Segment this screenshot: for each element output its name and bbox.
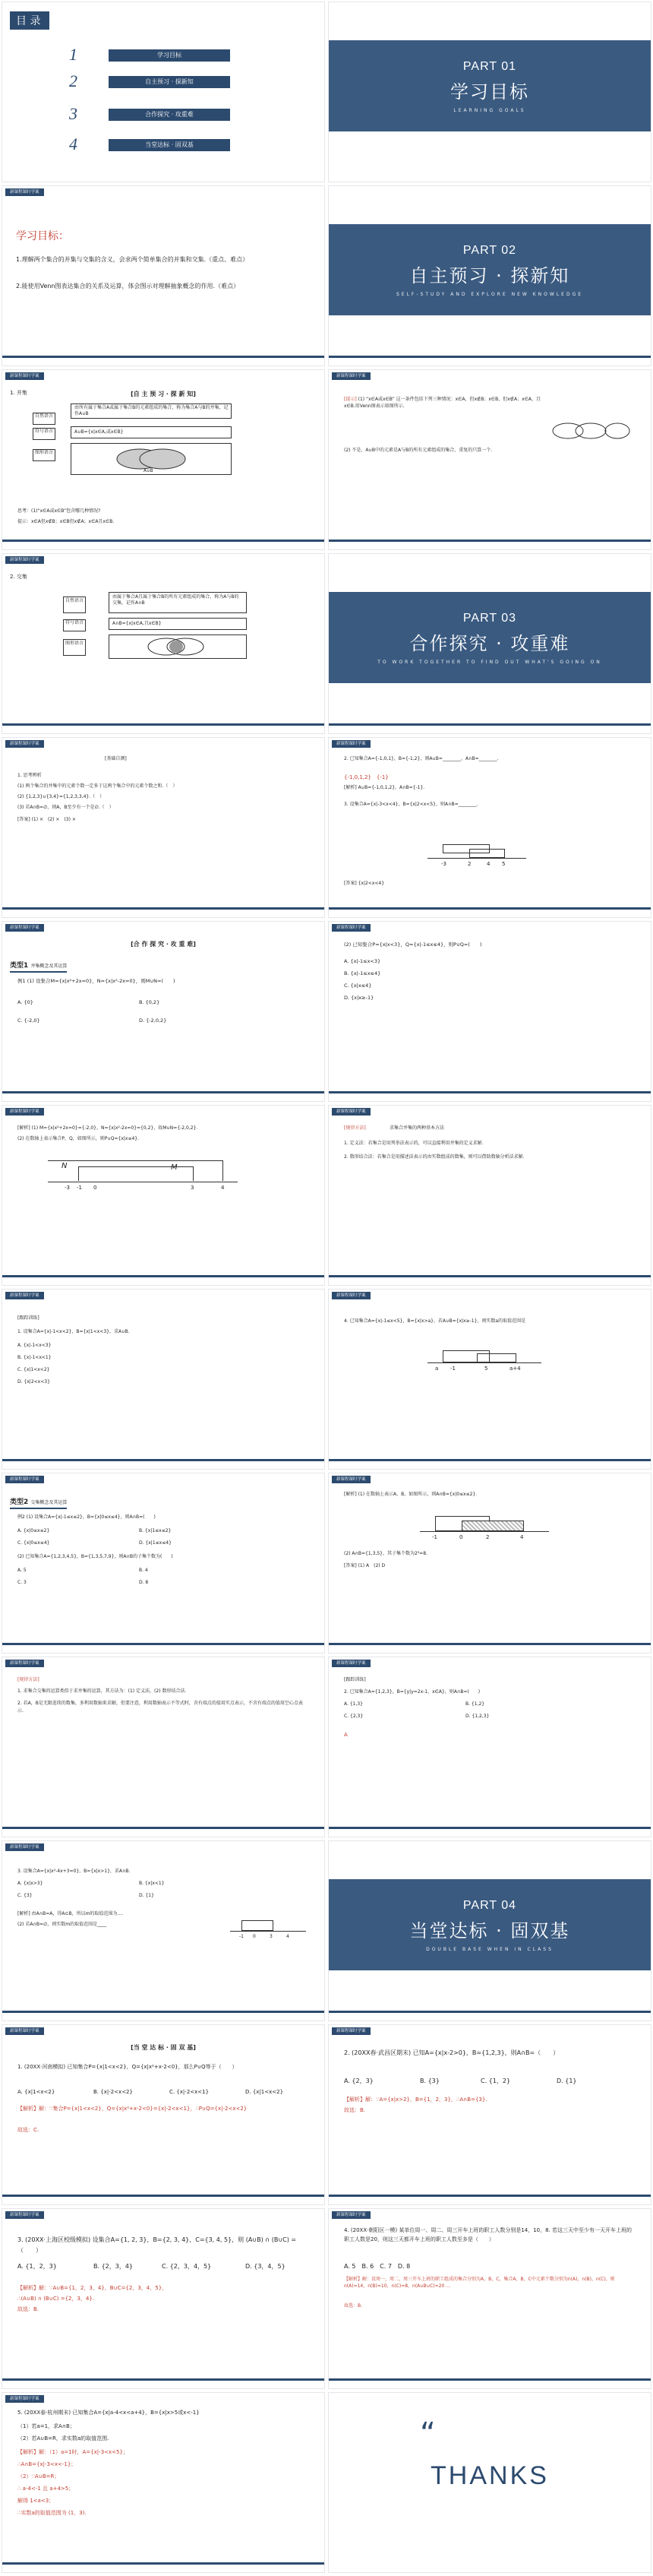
tip-tag: [提示] <box>344 397 357 402</box>
def-text: A∩B={x|x∈A,且x∈B} <box>112 621 162 626</box>
label-m: M <box>171 1163 178 1172</box>
goals-slide <box>2 185 325 366</box>
think-question: 思考：(1)“x∈A或x∈B”包含哪几种情况? <box>17 508 101 514</box>
slide-header: 新课程课时学案 <box>332 2211 371 2219</box>
type-name: 交集概念及其运算 <box>30 1500 68 1505</box>
tick-label: 2 <box>486 1534 490 1540</box>
interval-A <box>241 1920 273 1931</box>
option-d[interactable]: D. {3，4，5} <box>245 2263 285 2270</box>
practice-question: 2. 已知集合A={1,2,3}，B={y|y=2x-1，x∈A}，则A∩B=( ) <box>344 1689 481 1695</box>
type-num: 类型1 <box>10 962 29 970</box>
method-1: 1. 求集合交集的运算类似于求并集的运算，其方法为：(1) 定义法，(2) 数形结合法. <box>17 1688 187 1694</box>
solution-1: [解析] (1) 在数轴上表示A，B，如图所示，则A∩B={x|0≤x≤2}. <box>344 1492 478 1497</box>
option-a[interactable]: A. {2，3} <box>344 2078 374 2084</box>
footer-bar <box>2 1091 324 1093</box>
part-banner <box>329 224 651 315</box>
toc-item-3[interactable] <box>69 104 238 123</box>
tick-label: a <box>435 1366 439 1372</box>
type1-solution-slide <box>2 1105 325 1286</box>
footer-bar <box>329 723 651 726</box>
footer-bar <box>2 2562 324 2565</box>
goal-2: 2.能使用Venn图表达集合的关系及运算，体会图示对理解抽象概念的作用.（难点） <box>16 283 240 290</box>
practice-question-2: (2) 若A∩B=∅，则实数m的取值范围是____ <box>17 1922 107 1927</box>
self-test-slide <box>2 737 325 918</box>
tick-label: 4 <box>487 861 491 867</box>
slide-header: 新课程课时学案 <box>5 924 44 932</box>
tick-label: -1 <box>239 1934 244 1939</box>
option-d[interactable]: D. {x|1<x<2} <box>245 2089 284 2095</box>
thanks-slide <box>328 2392 651 2573</box>
option-c[interactable]: C. {2,3} <box>344 1714 364 1719</box>
interval-B <box>469 849 505 858</box>
lang-label-3: 图形语言 <box>63 639 86 656</box>
tick-label: 0 <box>459 1534 463 1540</box>
method-2: 2. 数形结合法：若集合是用描述法表示的由实数组成的数集，则可以借助数轴分析法求解. <box>344 1154 525 1160</box>
footer-bar <box>2 1275 324 1277</box>
slide-header: 新课程课时学案 <box>332 2027 371 2035</box>
quiz-question: 3. (20XX·上海区校级模拟) 设集合A={1, 2, 3}，B={2, 3, 4}，C={3, 4, 5}，则 (A∪B) ∩ (B∪C) =（ ） <box>17 2236 297 2254</box>
question-1b: (2) {1,2,3}∪{3,4}={1,2,3,3,4}.（ ） <box>17 794 105 799</box>
slide-header: 新课程课时学案 <box>5 188 44 196</box>
venn-intersection-diagram <box>109 635 246 658</box>
footer-bar <box>2 907 324 910</box>
slide-header: 新课程课时学案 <box>332 372 371 380</box>
toc-title: 目 录 <box>10 11 49 30</box>
option-c[interactable]: C. {-2,0} <box>17 1017 40 1024</box>
lang-label-1: 自然语言 <box>63 597 86 613</box>
option-a[interactable]: A. {x|0≤x≤2} <box>17 1528 50 1533</box>
def-text: 由属于集合A且属于集合B的所有元素组成的集合，称为A与B的交集，记作A∩B <box>112 594 239 606</box>
quiz-key: 故选：C. <box>17 2127 39 2133</box>
part-title: 自主预习 · 探新知 <box>409 265 570 286</box>
lang-label-2: 符号语言 <box>63 619 86 631</box>
lang-label-1: 自然语言 <box>33 413 55 425</box>
option-b[interactable]: B. {1,2} <box>465 1701 485 1707</box>
tip-note: (2) 不是，A∪B中的元素是A与B的所有元素组成的集合，重复的只算一个. <box>344 448 493 453</box>
quiz-answer: 【解析】解：∵集合P={x|1<x<2}，Q={x|x²+x-2<0}={x|-2<x<1}，∴P∪Q={x|-2<x<2} <box>17 2106 248 2112</box>
footer-bar <box>329 1275 651 1277</box>
option-c[interactable]: C. {1，2} <box>481 2078 511 2084</box>
def-box-2 <box>109 618 247 630</box>
method-slide <box>328 1105 651 1286</box>
slide-header: 新课程课时学案 <box>5 2027 44 2035</box>
option-a[interactable]: A. {x|x>3} <box>17 1881 43 1886</box>
example-question-2: (2) 已知集合A={1,2,3,4,5}，B={1,3,5,7,9}，则A∩B的子集个数为( ) <box>17 1554 173 1559</box>
venn-label: A∪B <box>144 468 153 473</box>
part3-slide <box>328 553 651 734</box>
toc-num: 3 <box>69 104 77 123</box>
item-label: 2. 交集 <box>10 574 27 580</box>
slide-header: 新课程课时学案 <box>332 1108 371 1116</box>
tip-text <box>344 396 541 410</box>
solution-2: (2) 在数轴上表示集合P，Q，如图所示，则P∪Q={x|x≤4}. <box>17 1136 140 1141</box>
def-box-1 <box>71 403 232 419</box>
slide-header: 新课程课时学案 <box>332 924 371 932</box>
option-c[interactable]: C. {2，3，4，5} <box>162 2263 212 2270</box>
quiz-sub-1: （1）若a=1，求A∩B； <box>17 2423 75 2429</box>
part-subtitle: LEARNING GOALS <box>453 108 526 113</box>
slide-header: 新课程课时学案 <box>5 556 44 564</box>
quiz-answer: 【解析】解：设周一，周二，周三开车上班的职工组成的集合分别为A，B，C，集合A，B，C中元素个数分别为n(A)，n(B)，n(C)，则n(A)=14，n(B)=10，n(C)=8，n(A∪B∪C)=20 ... <box>344 2277 615 2289</box>
option-b[interactable]: B. {2，3，4} <box>93 2263 134 2270</box>
analysis-2: [解析] A∪B={-1,0,1,2}，A∩B={-1}. <box>344 785 425 790</box>
part-banner <box>329 1879 651 1970</box>
tick-label: 4 <box>286 1934 289 1939</box>
method-tag: [规律方法] <box>17 1677 39 1682</box>
self-test-tag: [基础自测] <box>105 756 127 761</box>
practice1-slide <box>2 1289 325 1470</box>
practice-tag: [跟踪训练] <box>344 1677 366 1682</box>
section-title: [自 主 预 习 · 探 新 知] <box>131 391 196 397</box>
quiz5-slide <box>2 2392 325 2573</box>
toc-slide <box>2 2 325 182</box>
part-banner <box>329 592 651 683</box>
quiz-key: 故选：B. <box>17 2306 39 2312</box>
quiz-answer-5: 解得 1<a<3； <box>17 2498 55 2504</box>
slide-header: 新课程课时学案 <box>332 1292 371 1299</box>
def-box-2 <box>71 426 232 438</box>
type1-q2-slide <box>328 921 651 1102</box>
type-label <box>10 1496 67 1509</box>
type-name: 并集概念及其运算 <box>30 964 68 969</box>
type2-slide <box>2 1473 325 1654</box>
footer-bar <box>2 540 324 542</box>
method-1: 1. 定义法：若集合是用列举法表示的，可以直接利用并集的定义求解. <box>344 1141 484 1146</box>
part-number: PART 04 <box>462 1899 517 1912</box>
answer-2: {-1,0,1,2} {-1} <box>344 774 389 780</box>
def-text: A∪B={x|x∈A,或x∈B} <box>74 429 124 435</box>
toc-num: 2 <box>69 71 77 90</box>
practice-question: 1. 设集合A={x|-1<x<2}，B={x|1<x<3}，求A∪B. <box>17 1329 130 1334</box>
part-subtitle: TO WORK TOGETHER TO FIND OUT WHAT'S GOING ON <box>377 660 602 665</box>
tick-label: -1 <box>450 1366 456 1372</box>
tick-label: -3 <box>65 1185 70 1191</box>
option-b[interactable]: B. {x|-1≤x≤4} <box>344 970 381 976</box>
tip-body: (1) “x∈A或x∈B” 这一条件包括下列三种情况：x∈A，但x∉B；x∈B，但x∉A；x∈A，且x∈B.用Venn图表示如图所示. <box>344 397 541 409</box>
def-box-3 <box>109 635 247 659</box>
quiz-question: 5. (20XX春·杭州期末) 已知集合A={x|a-4<x<a+4}，B={x|x>5或x<-1} <box>17 2410 200 2416</box>
footer-bar <box>329 1091 651 1093</box>
toc-label: 合作探究 · 攻重难 <box>109 109 230 121</box>
tick-label: 5 <box>502 861 506 867</box>
option-d[interactable]: D. {x|1≤x≤4} <box>139 1540 172 1546</box>
tick-label: 5 <box>484 1366 488 1372</box>
option-b[interactable]: B. {3} <box>420 2078 440 2084</box>
self-test-2-slide <box>328 737 651 918</box>
option-d[interactable]: D. {1,2,3} <box>465 1714 490 1719</box>
slide-header: 新课程课时学案 <box>5 2395 44 2403</box>
part1-slide <box>328 2 651 182</box>
answer-3: [答案] {x|2<x<4} <box>344 881 385 886</box>
lang-label-2: 符号语言 <box>33 428 55 440</box>
option-a[interactable]: A. {1，2，3} <box>17 2263 57 2270</box>
option-b[interactable]: B. {x|1≤x≤2} <box>139 1528 172 1533</box>
think-answer: 提示：x∈A但x∉B；x∈B但x∉A；x∈A且x∈B. <box>17 519 115 524</box>
number-line <box>420 1531 549 1532</box>
option-b[interactable]: B. {x|-1<x<1} <box>17 1355 52 1360</box>
quiz-answer: 【解析】解：∵A={x|x>2}，B={1，2，3}，∴A∩B={3}. <box>344 2097 487 2103</box>
footer-bar <box>2 1459 324 1461</box>
quiz4-slide <box>328 2208 651 2389</box>
footer-bar <box>2 1643 324 1645</box>
question-3: 3. 设集合A={x|-3<x<4}，B={x|2<x<5}，则A∩B=________. <box>344 802 478 807</box>
footer-bar <box>329 356 651 358</box>
footer-bar <box>329 1643 651 1645</box>
slide-header: 新课程课时学案 <box>5 1843 44 1851</box>
practice-tag: [跟踪训练] <box>17 1315 39 1321</box>
number-line <box>427 858 526 859</box>
quiz1-slide <box>2 2024 325 2205</box>
footer-bar <box>329 2378 651 2381</box>
interval-B <box>462 1521 524 1531</box>
tick-label: 3 <box>191 1185 194 1191</box>
option-d[interactable]: D. {-2,0,2} <box>139 1017 167 1024</box>
option-c[interactable]: C. 3 <box>17 1580 27 1585</box>
practice4-slide <box>328 1289 651 1470</box>
slide-header: 新课程课时学案 <box>5 1660 44 1667</box>
number-line <box>427 1362 541 1363</box>
footer-bar <box>2 723 324 726</box>
footer-bar <box>2 1827 324 1829</box>
solution-1: [解析] (1) M={x|x²+2x=0}={-2,0}，N={x|x²-2x=0}={0,2}，故M∪N={-2,0,2}. <box>17 1125 198 1131</box>
def-text: 由所有属于集合A或属于集合B的元素组成的集合，称为集合A与B的并集，记作A∪B <box>74 405 229 416</box>
option-a[interactable]: A. {x|-1<x<3} <box>17 1343 52 1348</box>
option-d[interactable]: D. {1} <box>139 1893 154 1898</box>
toc-item-2[interactable] <box>69 71 238 90</box>
footer-bar <box>329 2195 651 2197</box>
quiz-answer-6: ∴实数a的取值范围为 (1，3). <box>17 2510 87 2516</box>
practice3-slide <box>2 1840 325 2021</box>
type-label <box>10 960 67 973</box>
quiz-options[interactable]: A. 5 B. 6 C. 7 D. 8 <box>344 2263 411 2270</box>
goal-1: 1.理解两个集合的并集与交集的含义，会求两个简单集合的并集和交集.（重点、难点） <box>16 256 249 263</box>
option-b[interactable]: B. {x|x<1} <box>139 1881 165 1886</box>
venn-cases-diagram <box>549 416 640 446</box>
slide-header: 新课程课时学案 <box>332 1660 371 1667</box>
goals-heading: 学习目标： <box>16 230 69 242</box>
interval-B <box>477 1353 516 1362</box>
def-box-3 <box>71 443 232 475</box>
label-n: N <box>62 1162 68 1170</box>
option-b[interactable]: B. 4 <box>139 1568 148 1573</box>
example-question: (2) 已知集合P={x|x<3}，Q={x|-1≤x≤4}，则P∪Q=( ) <box>344 941 482 948</box>
toc-label: 自主预习 · 探新知 <box>109 76 230 88</box>
slide-header: 新课程课时学案 <box>5 740 44 748</box>
slide-header: 新课程课时学案 <box>5 1292 44 1299</box>
part-number: PART 01 <box>462 60 517 73</box>
footer-bar <box>2 2011 324 2013</box>
question-1a: (1) 两个集合的并集中的元素个数一定多于这两个集合中的元素个数之和.（ ） <box>17 783 178 789</box>
quiz3-slide <box>2 2208 325 2389</box>
part-number: PART 02 <box>462 244 517 257</box>
quiz-sub-2: （2）若A∪B=R，求实数a的取值范围. <box>17 2435 109 2442</box>
tick-label: 2 <box>468 861 472 867</box>
footer-bar <box>329 1459 651 1461</box>
type-num: 类型2 <box>10 1498 29 1506</box>
def-box-1 <box>109 592 247 613</box>
method-2: 2. 若A，B是无限连续的数集，多利用数轴来求解，但要注意，利用数轴表示不等式时，含有端点的值用实点表示，不含有端点的值用空心点表示. <box>17 1701 303 1714</box>
toc-item-1[interactable] <box>69 45 238 64</box>
number-line <box>230 1931 306 1932</box>
footer-bar <box>329 1827 651 1829</box>
solution-2: (2) A∩B={1,3,5}，其子集个数为2³=8. <box>344 1551 427 1556</box>
section-title: [合 作 探 究 · 攻 重 难] <box>131 941 196 948</box>
answer: [答案] (1) × (2) × (3) × <box>17 817 76 822</box>
practice-question: 4. 已知集合A={x|-1≤x<5}，B={x|x>a}，若A∪B={x|x≥-1}，则实数a的取值范围是 <box>344 1318 526 1324</box>
part4-slide <box>328 1840 651 2021</box>
toc-item-4[interactable] <box>69 134 238 153</box>
slide-header: 新课程课时学案 <box>5 1108 44 1116</box>
part2-slide <box>328 185 651 366</box>
practice2-slide <box>328 1657 651 1837</box>
section-title: [当 堂 达 标 · 固 双 基] <box>131 2044 196 2051</box>
part-title: 合作探究 · 攻重难 <box>409 633 570 654</box>
option-d[interactable]: D. 8 <box>139 1580 149 1585</box>
part-number: PART 03 <box>462 612 517 625</box>
option-d[interactable]: D. {1} <box>557 2078 577 2084</box>
option-a[interactable]: A. {1,3} <box>344 1701 363 1707</box>
option-c[interactable]: C. {x|0≤x≤4} <box>17 1540 50 1546</box>
type1-slide <box>2 921 325 1102</box>
union-tip-slide <box>328 369 651 550</box>
footer-bar <box>2 356 324 358</box>
lang-label-3: 图形语言 <box>33 449 55 461</box>
tick-label: 4 <box>221 1185 225 1191</box>
part-subtitle: DOUBLE BASE WHEN IN CLASS <box>426 1947 554 1952</box>
tick-label: a+4 <box>509 1366 521 1372</box>
quiz-key: 故选：B. <box>344 2107 366 2113</box>
toc-num: 4 <box>69 134 77 153</box>
method2-slide <box>2 1657 325 1837</box>
toc-num: 1 <box>69 45 77 64</box>
tick-label: 0 <box>93 1185 97 1191</box>
slide-header: 新课程课时学案 <box>332 1476 371 1483</box>
practice-question: 3. 设集合A={x|x²-4x+3=0}，B={x|x>1}，求A∩B. <box>17 1869 131 1874</box>
footer-bar <box>329 907 651 910</box>
method-tag: [规律方法] <box>344 1125 366 1131</box>
part-banner <box>329 40 651 131</box>
footer-bar <box>2 2378 324 2381</box>
tick-label: -3 <box>441 861 446 867</box>
option-c[interactable]: C. {3} <box>17 1893 33 1898</box>
quote-mark: “ <box>420 2416 436 2451</box>
question-2: 2. 已知集合A={-1,0,1}，B={-1,2}，则A∪B=________，A∩B=________. <box>344 756 499 761</box>
option-a[interactable]: A. {0} <box>17 999 33 1005</box>
option-b[interactable]: B. {x|-2<x<2} <box>93 2089 133 2095</box>
quiz-answer: 【解析】解：（1）a=1时，A={x|-3<x<5}； <box>17 2449 128 2455</box>
answer: A <box>344 1732 348 1738</box>
example-question: 例2 (1) 设集合A={x|-1≤x≤2}，B={x|0≤x≤4}，则A∩B=( ) <box>17 1514 156 1520</box>
quiz-key: 故选：B. <box>344 2303 363 2309</box>
slide-header: 新课程课时学案 <box>5 1476 44 1483</box>
method-head: 求集合并集的两种基本方法 <box>390 1125 445 1131</box>
quiz-answer-3: （2）∵A∪B=R； <box>17 2473 60 2479</box>
option-c[interactable]: C. {x|x≤4} <box>344 983 372 989</box>
quiz-question: 4. (20XX·朝阳区一模) 某单位周一、周二、周三开车上班的职工人数分别是14，10，8. 若这三天中至少有一天开车上班的职工人数是20，则这三天都开车上班的职工人数至多是（ ） <box>344 2227 632 2242</box>
intersection-def-slide <box>2 553 325 734</box>
option-c[interactable]: C. {x|1<x<2} <box>17 1367 50 1372</box>
question-1c: (3) 若A∩B=∅，则A，B至少有一个是∅.（ ） <box>17 805 114 810</box>
slide-header: 新课程课时学案 <box>5 2211 44 2219</box>
union-def-slide <box>2 369 325 550</box>
quiz-answer-2: ∴A∩B={x|-3<x<-1}； <box>17 2461 77 2467</box>
item-label: 1. 并集 <box>10 390 27 396</box>
option-c[interactable]: C. {x|-2<x<1} <box>169 2089 210 2095</box>
footer-bar <box>329 2011 651 2013</box>
slide-header: 新课程课时学案 <box>332 740 371 748</box>
toc-label: 学习目标 <box>109 49 230 62</box>
part-title: 当堂达标 · 固双基 <box>409 1920 570 1941</box>
practice-analysis: [解析] 由A∩B=A，得A⊆B，所以m的取值范围为.... <box>17 1911 124 1916</box>
quiz-answer-4: ∴ a-4<-1 且 a+4>5； <box>17 2486 74 2492</box>
option-a[interactable]: A. {x|1<x<2} <box>17 2089 55 2095</box>
part-subtitle: SELF-STUDY AND EXPLORE NEW KNOWLEDGE <box>396 292 584 297</box>
footer-bar <box>329 540 651 542</box>
tick-label: 0 <box>253 1934 256 1939</box>
tick-label: 4 <box>520 1534 524 1540</box>
question-1: 1. 思考辨析 <box>17 773 42 778</box>
quiz-answer: 【解析】解：∵A∪B={1，2，3，4}，B∪C={2，3，4，5}， <box>17 2285 168 2291</box>
quiz2-slide <box>328 2024 651 2205</box>
tick-label: 3 <box>270 1934 273 1939</box>
quiz-question: 2. (20XX春·武昌区期末) 已知A={x|x-2>0}，B={1,2,3}，则A∩B=（ ） <box>344 2049 560 2056</box>
thanks-text: THANKS <box>431 2461 549 2490</box>
option-a[interactable]: A. 5 <box>17 1568 27 1573</box>
part-title: 学习目标 <box>450 81 529 103</box>
toc-label: 当堂达标 · 固双基 <box>109 139 230 151</box>
example-question: 例1 (1) 设集合M={x|x²+2x=0}，N={x|x²-2x=0}，则M∪N=( ) <box>17 978 175 984</box>
option-d[interactable]: D. {x|2<x<3} <box>17 1379 50 1385</box>
slide-header: 新课程课时学案 <box>5 372 44 380</box>
final-answer: [答案] (1) A (2) D <box>344 1563 386 1568</box>
quiz-answer-2: ∴(A∪B) ∩ (B∪C) ={2，3，4}. <box>17 2296 95 2302</box>
type2-solution-slide <box>328 1473 651 1654</box>
option-b[interactable]: B. {0,2} <box>139 999 160 1005</box>
tick-label: -1 <box>77 1185 82 1191</box>
tick-label: -1 <box>432 1534 437 1540</box>
footer-bar <box>2 2195 324 2197</box>
quiz-question: 1. (20XX·河南模拟) 已知集合P={x|1<x<2}，Q={x|x²+x-2<0}，那么P∪Q等于（ ） <box>17 2064 238 2070</box>
option-d[interactable]: D. {x|x≥-1} <box>344 995 374 1001</box>
option-a[interactable]: A. {x|-1≤x<3} <box>344 958 381 964</box>
